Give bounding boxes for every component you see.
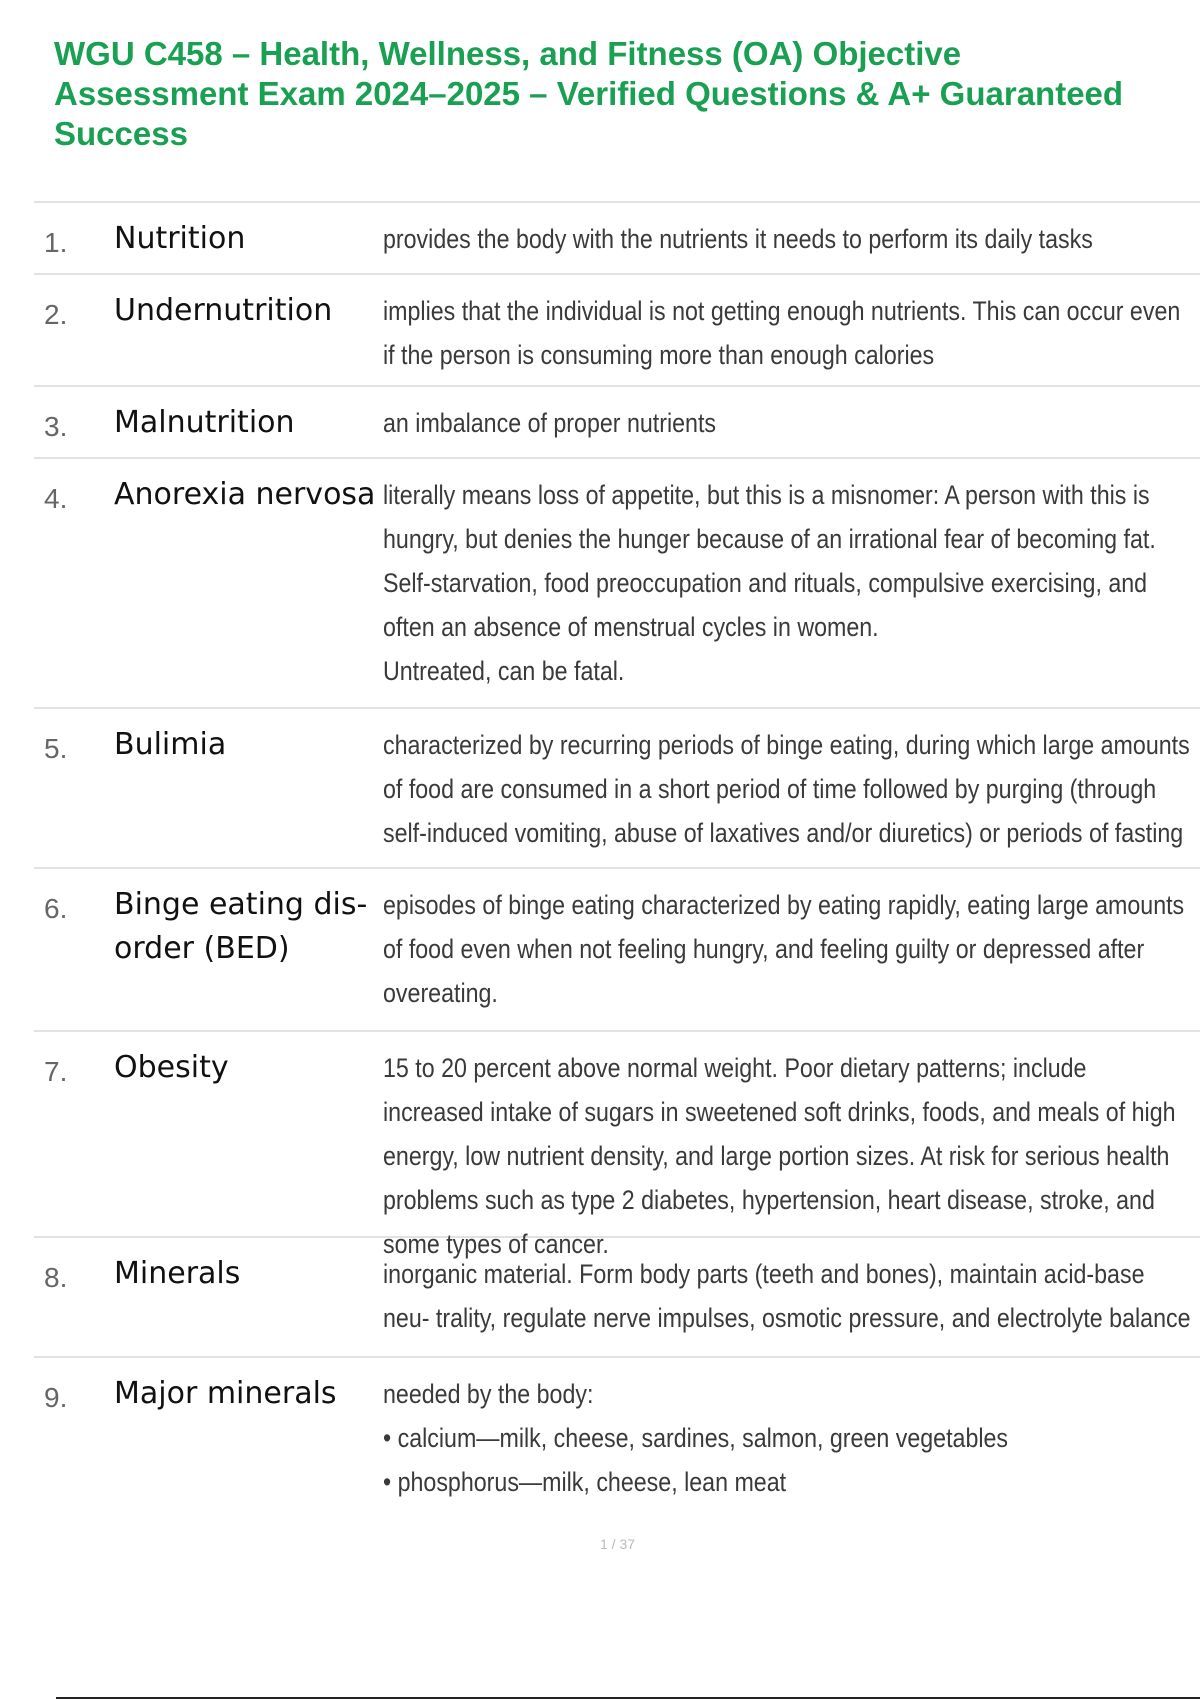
entry-term: Malnutrition bbox=[114, 405, 295, 440]
definition-paragraph: inorganic material. Form body parts (teeth and bones), maintain acid-base neu- trality, regulate nerve impulses, osmotic pressure, and electrolyte balance bbox=[383, 1259, 1191, 1333]
definition-paragraph: 15 to 20 percent above normal weight. Poor dietary patterns; include increased intake of sugars in sweetened soft drinks, foods, and meals of high energy, low nutrient density, and large portion sizes. At risk for serious health problems such as type 2 diabetes, hypertension, heart disease, stroke, and some types of cancer. bbox=[383, 1053, 1176, 1259]
flashcard-entry bbox=[34, 275, 1200, 387]
entry-number: 4. bbox=[44, 483, 68, 514]
flashcard-entry bbox=[34, 1238, 1200, 1358]
flashcard-entry bbox=[34, 459, 1200, 709]
title-line: Success bbox=[54, 115, 188, 152]
document-title bbox=[54, 34, 1200, 154]
definition-paragraph: an imbalance of proper nutrients bbox=[383, 408, 717, 438]
entry-term: Bulimia bbox=[114, 727, 227, 762]
entry-term: Major minerals bbox=[114, 1376, 337, 1411]
entry-number: 2. bbox=[44, 299, 68, 330]
flashcard-entry bbox=[34, 203, 1200, 275]
entry-term: Binge eating dis- order (BED) bbox=[114, 887, 368, 966]
entry-term: Obesity bbox=[114, 1050, 229, 1085]
definition-bullet: • phosphorus—milk, cheese, lean meat bbox=[383, 1467, 787, 1497]
title-line: Assessment Exam 2024–2025 – Verified Questions & A+ Guaranteed bbox=[54, 75, 1124, 112]
title-line: WGU C458 – Health, Wellness, and Fitness (OA) Objective bbox=[54, 35, 962, 72]
flashcard-entry bbox=[34, 709, 1200, 869]
entry-definition bbox=[383, 1372, 1191, 1504]
page-bottom-divider bbox=[56, 1697, 1200, 1699]
entry-definition bbox=[383, 401, 1191, 445]
entry-definition bbox=[383, 883, 1191, 1015]
entry-number: 7. bbox=[44, 1056, 68, 1087]
definition-paragraph: episodes of binge eating characterized by eating rapidly, eating large amounts of food even when not feeling hungry, and feeling guilty or depressed after overeating. bbox=[383, 890, 1185, 1008]
flashcard-entry bbox=[34, 1032, 1200, 1259]
entry-term: Minerals bbox=[114, 1256, 241, 1291]
definition-paragraph: implies that the individual is not getting enough nutrients. This can occur even if the person is consuming more than enough calories bbox=[383, 296, 1181, 370]
page-number: 1 / 37 bbox=[600, 1536, 636, 1552]
entry-definition bbox=[383, 1046, 1191, 1266]
entry-definition bbox=[383, 1252, 1191, 1340]
entry-definition bbox=[383, 289, 1191, 377]
flashcard-entry bbox=[34, 869, 1200, 1032]
definition-paragraph: literally means loss of appetite, but this is a misnomer: A person with this is hungry, but denies the hunger because of an irrational fear of becoming fat. Self-starvation, food preoccupation and rituals, compulsive exercising, and often an absence of menstrual cycles in women. bbox=[383, 480, 1156, 642]
definition-paragraph: Untreated, can be fatal. bbox=[383, 656, 625, 686]
entry-number: 3. bbox=[44, 411, 68, 442]
entry-definition bbox=[383, 723, 1191, 855]
entry-term: Anorexia nervosa bbox=[114, 477, 376, 512]
entry-number: 6. bbox=[44, 893, 68, 924]
definition-bullet: • calcium—milk, cheese, sardines, salmon, green vegetables bbox=[383, 1423, 1009, 1453]
definition-paragraph: needed by the body: bbox=[383, 1379, 594, 1409]
entry-definition bbox=[383, 217, 1191, 261]
flashcard-list bbox=[34, 203, 1200, 1518]
definition-paragraph: provides the body with the nutrients it needs to perform its daily tasks bbox=[383, 224, 1093, 254]
entry-term: Nutrition bbox=[114, 221, 246, 256]
entry-definition bbox=[383, 473, 1191, 693]
entry-number: 1. bbox=[44, 227, 68, 258]
flashcard-entry bbox=[34, 1358, 1200, 1518]
entry-number: 5. bbox=[44, 733, 68, 764]
entry-number: 8. bbox=[44, 1262, 68, 1293]
definition-paragraph: characterized by recurring periods of binge eating, during which large amounts of food are consumed in a short period of time followed by purging (through self-induced vomiting, abuse of laxatives and/or diuretics) or periods of fasting bbox=[383, 730, 1190, 848]
entry-term: Undernutrition bbox=[114, 293, 333, 328]
flashcard-entry bbox=[34, 387, 1200, 459]
entry-number: 9. bbox=[44, 1382, 68, 1413]
